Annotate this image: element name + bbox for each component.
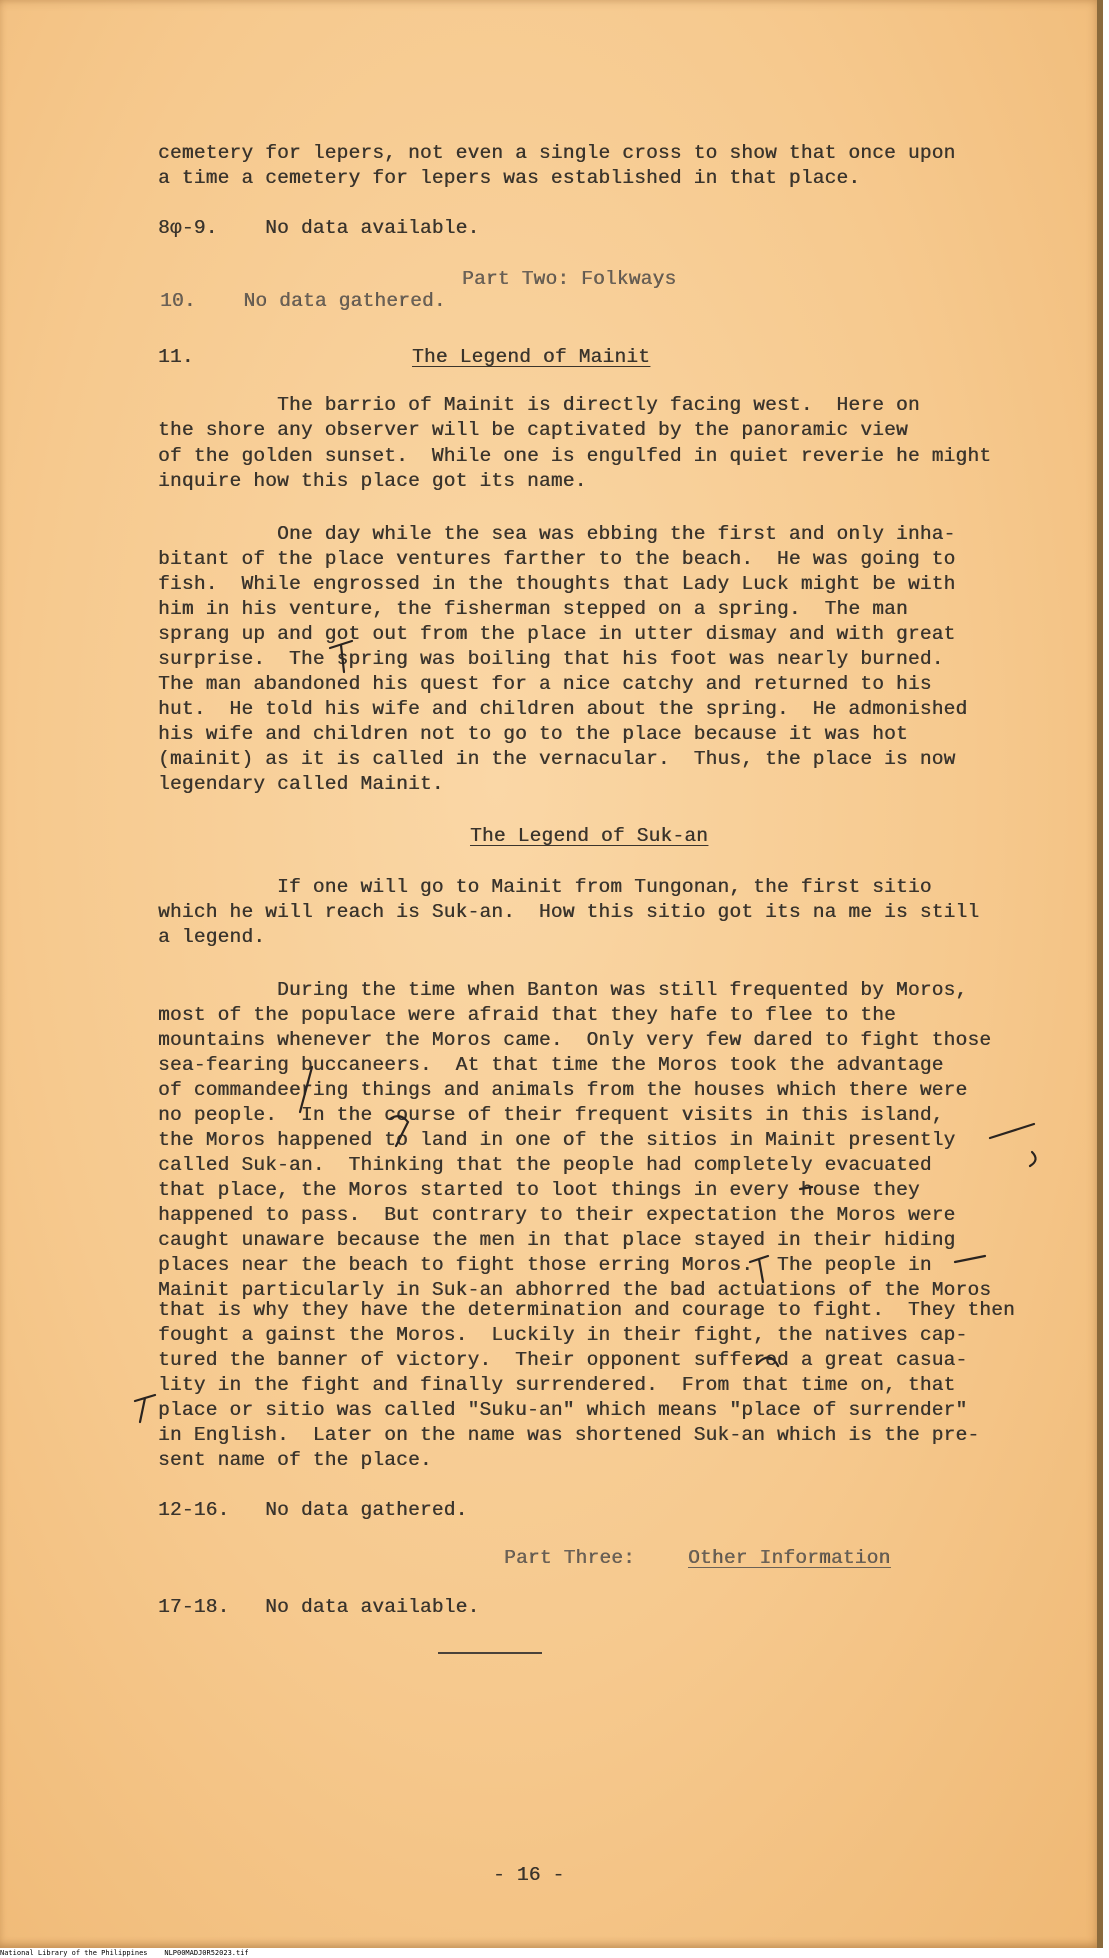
sukan-p2-line-15: fought a gainst the Moros. Luckily in their fight, the natives cap- — [158, 1324, 968, 1346]
mainit-p1-line-4: inquire how this place got its name. — [158, 470, 587, 492]
item-8-9: 8φ-9. No data available. — [158, 217, 480, 239]
sukan-p2-line-17: lity in the fight and finally surrendered. From that time on, that — [158, 1374, 956, 1396]
part-two-heading: Part Two: Folkways — [462, 268, 677, 290]
sukan-p2-line-7: the Moros happened to land in one of the sitios in Mainit presently — [158, 1129, 956, 1151]
mainit-p1-line-2: the shore any observer will be captivated by the panoramic view — [158, 419, 908, 441]
sukan-p2-line-13: Mainit particularly in Suk-an abhorred the bad actuations of the Moros — [158, 1279, 992, 1301]
sukan-p1-line-1: If one will go to Mainit from Tungonan, the first sitio — [158, 876, 932, 898]
part-three-title: Other Information — [688, 1547, 891, 1569]
mainit-p2-line-6: surprise. The spring was boiling that his foot was nearly burned. — [158, 648, 944, 670]
sukan-p2-line-2: most of the populace were afraid that they hafe to flee to the — [158, 1004, 896, 1026]
mainit-p2-line-1: One day while the sea was ebbing the first and only inha- — [158, 523, 956, 545]
mainit-p2-line-9: his wife and children not to go to the place because it was hot — [158, 723, 908, 745]
page-edge — [1097, 0, 1103, 1948]
sukan-p2-line-9: that place, the Moros started to loot things in every house they — [158, 1179, 920, 1201]
sukan-p2-line-19: in English. Later on the name was shortened Suk-an which is the pre- — [158, 1424, 980, 1446]
sukan-p2-line-1: During the time when Banton was still frequented by Moros, — [158, 979, 968, 1001]
intro-line-1: cemetery for lepers, not even a single cross to show that once upon — [158, 142, 956, 164]
item-17-18: 17-18. No data available. — [158, 1596, 480, 1618]
sukan-p2-line-20: sent name of the place. — [158, 1449, 432, 1471]
mainit-p2-line-4: him in his venture, the fisherman stepped on a spring. The man — [158, 598, 908, 620]
closing-rule — [438, 1652, 542, 1654]
page-number: - 16 - — [493, 1864, 565, 1886]
sukan-p2-line-4: sea-fearing buccaneers. At that time the Moros took the advantage — [158, 1054, 944, 1076]
sukan-p2-line-18: place or sitio was called "Suku-an" which means "place of surrender" — [158, 1399, 968, 1421]
mainit-p1-line-3: of the golden sunset. While one is engulfed in quiet reverie he might — [158, 445, 992, 467]
sukan-p2-line-11: caught unaware because the men in that place stayed in their hiding — [158, 1229, 956, 1251]
sukan-p2-line-10: happened to pass. But contrary to their expectation the Moros were — [158, 1204, 956, 1226]
sukan-p2-line-6: no people. In the course of their frequent visits in this island, — [158, 1104, 944, 1126]
sukan-p2-line-5: of commandeering things and animals from the houses which there were — [158, 1079, 968, 1101]
mainit-p2-line-10: (mainit) as it is called in the vernacular. Thus, the place is now — [158, 748, 956, 770]
mainit-p1-line-1: The barrio of Mainit is directly facing west. Here on — [158, 394, 920, 416]
mainit-p2-line-3: fish. While engrossed in the thoughts that Lady Luck might be with — [158, 573, 956, 595]
sukan-p2-line-14: that is why they have the determination and courage to fight. They then — [158, 1299, 1015, 1321]
item-11-number: 11. — [158, 346, 194, 368]
mainit-p2-line-7: The man abandoned his quest for a nice catchy and returned to his — [158, 673, 932, 695]
sukan-p1-line-3: a legend. — [158, 926, 266, 948]
part-three-label: Part Three: — [504, 1547, 647, 1569]
scan-footer: National Library of the Philippines NLP00MADJ0R52023.tif — [0, 1949, 1109, 1958]
legend-mainit-title: The Legend of Mainit — [412, 346, 651, 368]
legend-sukan-title: The Legend of Suk-an — [470, 825, 709, 847]
sukan-p2-line-3: mountains whenever the Moros came. Only very few dared to fight those — [158, 1029, 992, 1051]
sukan-p1-line-2: which he will reach is Suk-an. How this sitio got its na me is still — [158, 901, 980, 923]
mainit-p2-line-11: legendary called Mainit. — [158, 773, 444, 795]
intro-line-2: a time a cemetery for lepers was established in that place. — [158, 167, 861, 189]
sukan-p2-line-8: called Suk-an. Thinking that the people had completely evacuated — [158, 1154, 932, 1176]
sukan-p2-line-16: tured the banner of victory. Their opponent suffered a great casua- — [158, 1349, 968, 1371]
mainit-p2-line-5: sprang up and got out from the place in utter dismay and with great — [158, 623, 956, 645]
item-12-16: 12-16. No data gathered. — [158, 1499, 468, 1521]
sukan-p2-line-12: places near the beach to fight those erring Moros. The people in — [158, 1254, 932, 1276]
mainit-p2-line-8: hut. He told his wife and children about the spring. He admonished — [158, 698, 968, 720]
item-10: 10. No data gathered. — [160, 290, 446, 312]
mainit-p2-line-2: bitant of the place ventures farther to the beach. He was going to — [158, 548, 956, 570]
